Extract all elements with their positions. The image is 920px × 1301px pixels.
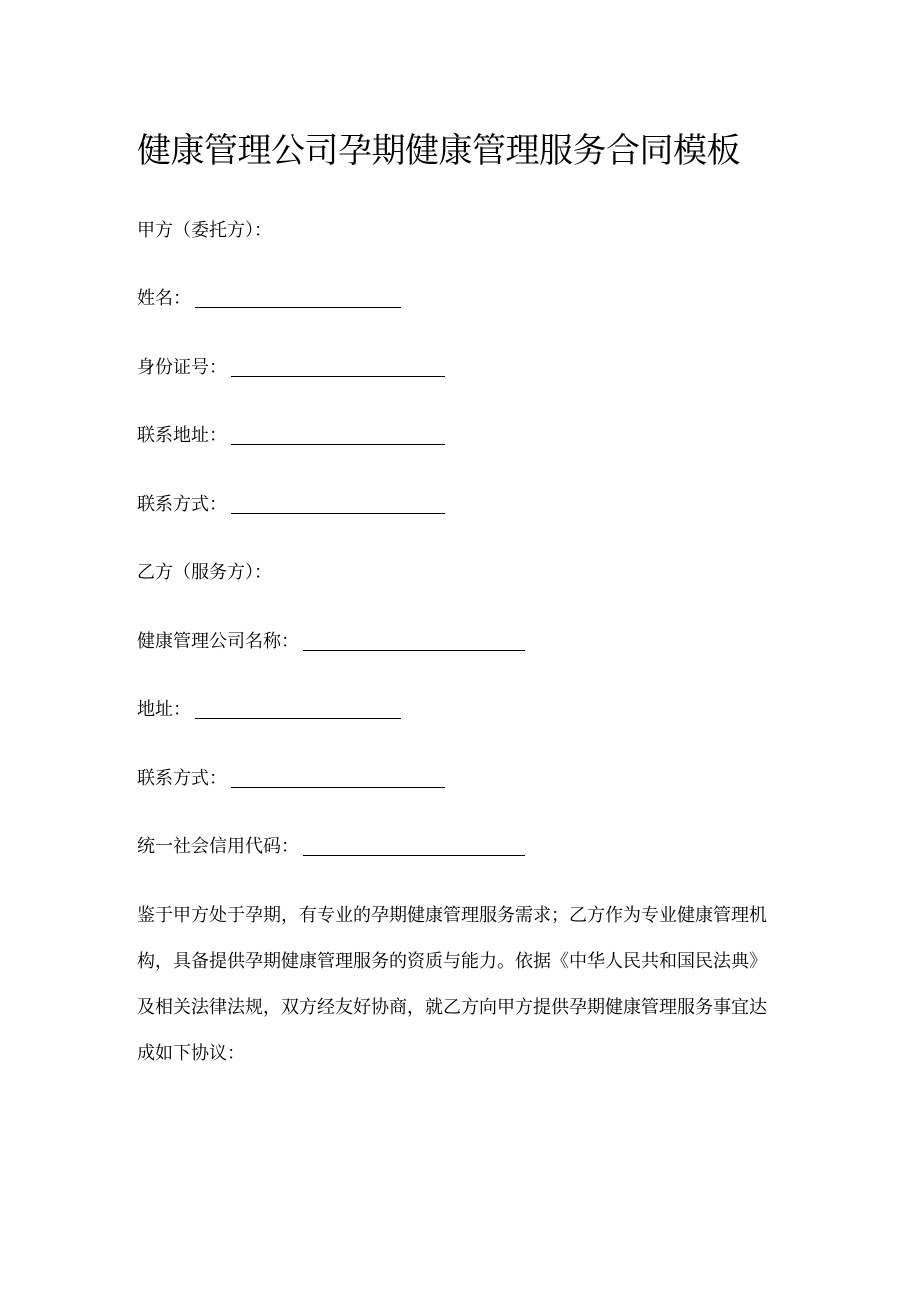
party-a-address-label: 联系地址： — [137, 425, 227, 446]
party-b-credit-code-field — [137, 834, 525, 860]
party-b-company-label: 健康管理公司名称： — [137, 631, 299, 652]
party-b-company-blank — [303, 630, 525, 651]
preamble-line: 成如下协议： — [137, 1043, 245, 1064]
party-b-address-blank — [195, 698, 401, 719]
party-b-contact-field — [137, 766, 445, 792]
party-b-address-label: 地址： — [137, 699, 191, 720]
party-a-id-blank — [231, 356, 445, 377]
party-a-id-field — [137, 355, 445, 381]
party-a-address-field — [137, 423, 445, 449]
preamble-paragraph — [137, 898, 789, 1072]
party-a-name-field — [137, 286, 401, 312]
party-b-address-field — [137, 697, 401, 723]
party-b-company-field — [137, 629, 525, 655]
party-a-name-blank — [195, 287, 401, 308]
party-a-id-label: 身份证号： — [137, 357, 227, 378]
preamble-line: 鉴于甲方处于孕期，有专业的孕期健康管理服务需求；乙方作为专业健康管理机 — [137, 905, 767, 926]
party-a-heading: 甲方（委托方）： — [137, 220, 272, 241]
document-title: 健康管理公司孕期健康管理服务合同模板 — [137, 131, 740, 171]
party-a-contact-field — [137, 492, 445, 518]
preamble-line: 及相关法律法规，双方经友好协商，就乙方向甲方提供孕期健康管理服务事宜达 — [137, 997, 767, 1018]
party-b-credit-code-label: 统一社会信用代码： — [137, 836, 299, 857]
party-b-heading: 乙方（服务方）： — [137, 562, 272, 583]
party-b-contact-label: 联系方式： — [137, 768, 227, 789]
party-b-credit-code-blank — [303, 835, 525, 856]
party-a-contact-label: 联系方式： — [137, 494, 227, 515]
preamble-line: 构，具备提供孕期健康管理服务的资质与能力。依据《中华人民共和国民法典》 — [137, 951, 767, 972]
party-a-address-blank — [231, 424, 445, 445]
party-a-name-label: 姓名： — [137, 288, 191, 309]
party-a-contact-blank — [231, 493, 445, 514]
party-b-contact-blank — [231, 767, 445, 788]
